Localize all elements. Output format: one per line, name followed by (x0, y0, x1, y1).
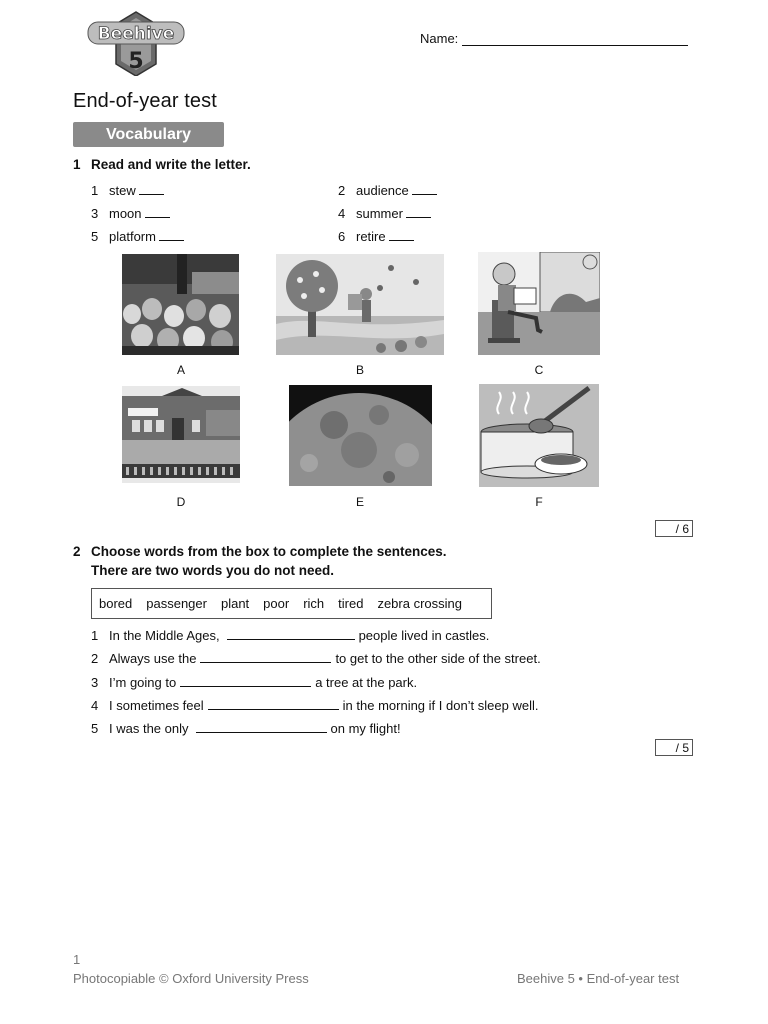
page-number: 1 (73, 952, 81, 967)
q1-number: 1 (73, 157, 81, 172)
q2-sentence-2: 2 Always use the to get to the other side of the street. (91, 651, 541, 666)
word: poor (263, 596, 290, 611)
section-tag: Vocabulary (73, 122, 224, 147)
q1-item-2: 2 audience (338, 183, 437, 198)
q2-heading (73, 544, 447, 559)
logo-number: 5 (128, 49, 144, 74)
answer-blank[interactable] (139, 183, 164, 195)
caption-f: F (535, 495, 543, 509)
q2-sentence-4: 4 I sometimes feel in the morning if I don’t sleep well. (91, 698, 539, 713)
q2-sentence-1: 1 In the Middle Ages, people lived in castles. (91, 628, 490, 643)
answer-blank[interactable] (227, 628, 355, 640)
word-box (91, 588, 492, 619)
word: zebra crossing (377, 596, 462, 611)
caption-b: B (355, 363, 364, 377)
answer-blank[interactable] (159, 229, 184, 241)
word: plant (220, 596, 250, 611)
footer-book-title: Beehive 5 • End-of-year test (517, 971, 680, 986)
logo-text: Beehive (97, 24, 175, 44)
q2-sentence-3: 3 I’m going to a tree at the park. (91, 675, 418, 690)
picture-e-moon (289, 385, 432, 486)
beehive-logo (86, 10, 186, 76)
q1-item-5: 5 platform (91, 229, 184, 244)
answer-blank[interactable] (389, 229, 414, 241)
q2-instruction-1: Choose words from the box to complete the sentences. (91, 544, 447, 559)
q2-number: 2 (73, 544, 81, 559)
answer-blank[interactable] (406, 206, 431, 218)
caption-a: A (176, 363, 185, 377)
word: rich (303, 596, 325, 611)
answer-blank[interactable] (180, 675, 311, 687)
q1-item-6: 6 retire (338, 229, 414, 244)
picture-c-retire (478, 252, 600, 355)
q2-score-box: / 5 (655, 739, 693, 756)
page-title: End-of-year test (73, 90, 217, 112)
q2-sentence-5: 5 I was the only on my flight! (91, 721, 401, 736)
q1-item-1: 1 stew (91, 183, 164, 198)
q1-item-3: 3 moon (91, 206, 170, 221)
q2-instruction-2: There are two words you do not need. (91, 563, 335, 578)
name-label: Name: (420, 31, 459, 46)
q1-item-4: 4 summer (338, 206, 431, 221)
name-row (420, 31, 688, 46)
picture-a-audience (122, 254, 239, 355)
name-field[interactable] (462, 31, 688, 46)
q1-instruction: Read and write the letter. (91, 157, 251, 172)
picture-b-summer (276, 254, 444, 355)
q1-score-box: / 6 (655, 520, 693, 537)
answer-blank[interactable] (145, 206, 170, 218)
answer-blank[interactable] (412, 183, 437, 195)
copyright-notice: Photocopiable © Oxford University Press (73, 971, 309, 986)
picture-f-stew (479, 384, 599, 487)
q1-heading (73, 157, 251, 172)
caption-e: E (355, 495, 364, 509)
word: passenger (146, 596, 207, 611)
answer-blank[interactable] (200, 651, 331, 663)
caption-d: D (176, 495, 186, 509)
word: tired (338, 596, 364, 611)
word: bored (99, 596, 133, 611)
picture-d-platform (122, 386, 240, 483)
answer-blank[interactable] (196, 721, 327, 733)
answer-blank[interactable] (208, 698, 339, 710)
caption-c: C (534, 363, 544, 377)
